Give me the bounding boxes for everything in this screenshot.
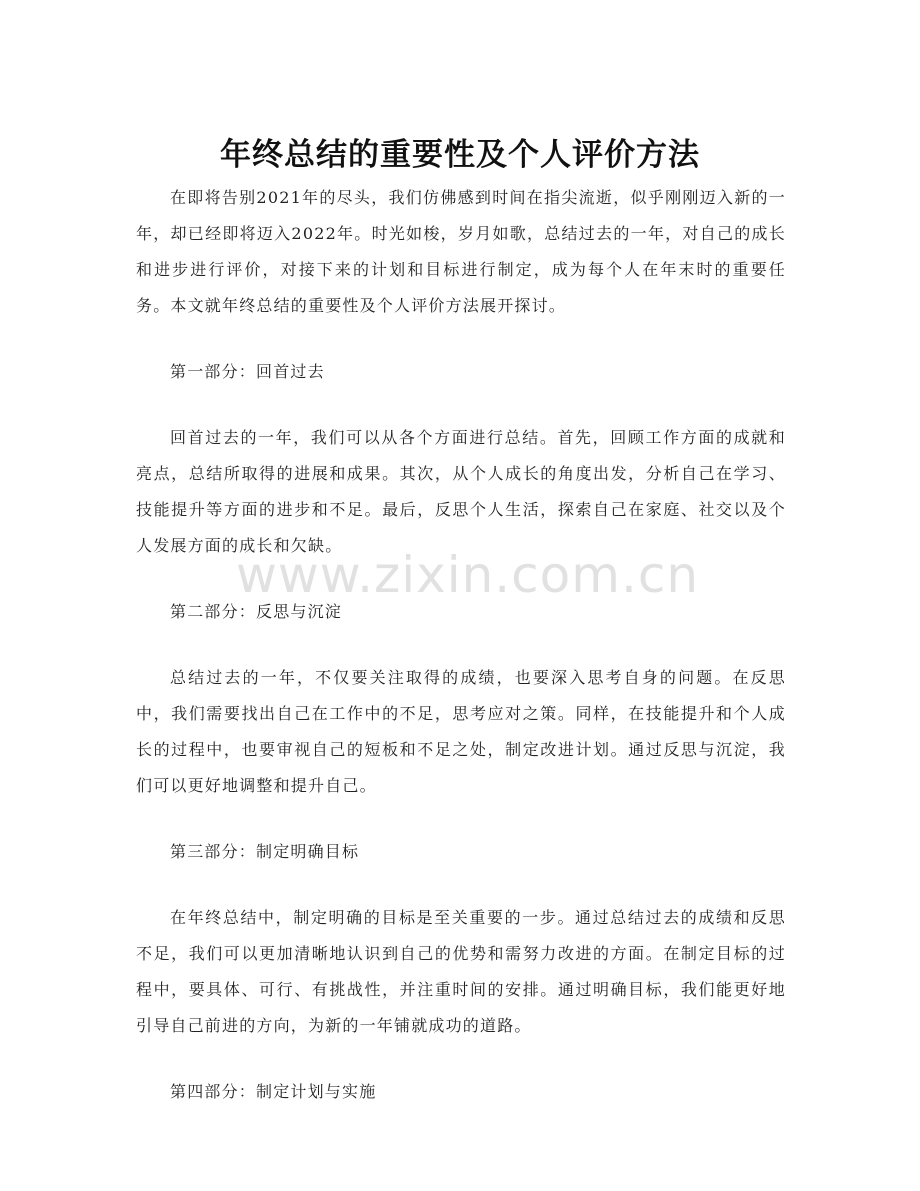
section-heading-4: 第四部分：制定计划与实施	[170, 1082, 377, 1101]
document-body	[136, 180, 786, 1140]
section-heading-1: 第一部分：回首过去	[170, 362, 325, 381]
section-heading-3: 第三部分：制定明确目标	[170, 842, 360, 861]
section-body-3: 在年终总结中，制定明确的目标是至关重要的一步。通过总结过去的成绩和反思不足，我们可以更加清晰地认识到自己的优势和需努力改进的方面。在制定目标的过程中，要具体、可行、有挑战性，并注重时间的安排。通过明确目标，我们能更好地引导自己前进的方向，为新的一年铺就成功的道路。	[136, 908, 786, 1035]
section-body-2: 总结过去的一年，不仅要关注取得的成绩，也要深入思考自身的问题。在反思中，我们需要找出自己在工作中的不足，思考应对之策。同样，在技能提升和个人成长的过程中，也要审视自己的短板和不足之处，制定改进计划。通过反思与沉淀，我们可以更好地调整和提升自己。	[136, 668, 786, 795]
section-heading-2: 第二部分：反思与沉淀	[170, 602, 343, 621]
document-title: 年终总结的重要性及个人评价方法	[220, 136, 700, 173]
section-body-1: 回首过去的一年，我们可以从各个方面进行总结。首先，回顾工作方面的成就和亮点，总结所取得的进展和成果。其次，从个人成长的角度出发，分析自己在学习、技能提升等方面的进步和不足。最后，反思个人生活，探索自己在家庭、社交以及个人发展方面的成长和欠缺。	[136, 428, 786, 555]
intro-paragraph: 在即将告别2021年的尽头，我们仿佛感到时间在指尖流逝，似乎刚刚迈入新的一年，却已经即将迈入2022年。时光如梭，岁月如歌，总结过去的一年，对自己的成长和进步进行评价，对接下来的计划和目标进行制定，成为每个人在年末时的重要任务。本文就年终总结的重要性及个人评价方法展开探讨。	[136, 188, 786, 315]
watermark: www.zixin.com.cn	[236, 546, 700, 604]
